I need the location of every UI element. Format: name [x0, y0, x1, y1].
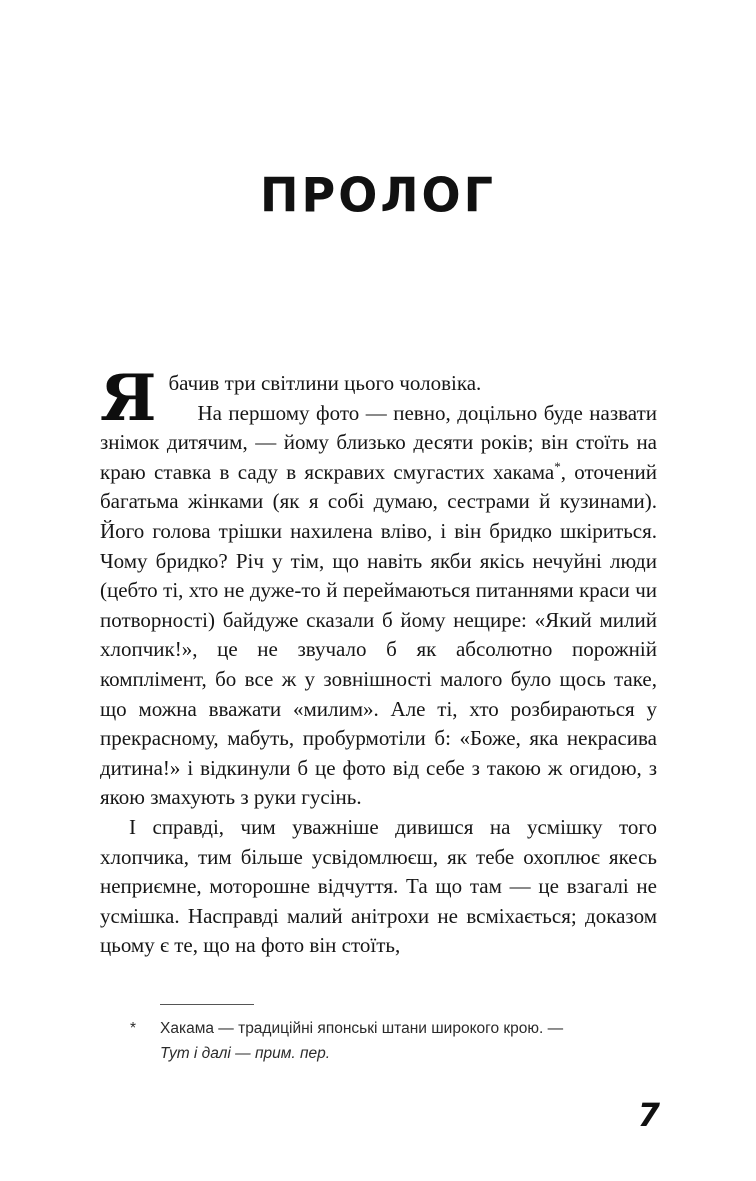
footnote-translator-note: Тут і далі — прим. пер. — [160, 1045, 331, 1062]
body-text — [100, 361, 657, 961]
footnote-text — [160, 1016, 660, 1066]
dropcap-letter: Я — [100, 361, 157, 436]
paragraph-photo-text-after: , оточений багатьма жінками (як я собі думаю, сестрами й кузинами). Його голова трішки нахилена вліво, і він бридко шкіриться. Чому бридко? Річ у тім, що навіть якби якісь нечуйні люди (цебто ті, хто не дуже-то й переймаються питаннями краси чи потворності) байдуже сказали б йому нещире: «Який милий хлопчик!», це не звучало б як абсолютно порожній комплімент, бо все ж у зовнішності малого було щось таке, що можна вважати «милим». Але ті, хто розбираються у прекрасному, мабуть, пробурмотіли б: «Боже, яка некрасива дитина!» і відкинули б це фото від себе з такою ж огидою, з якою змахують з руки гусінь. — [100, 459, 657, 810]
footnote-separator-rule — [160, 1004, 254, 1005]
footnote-reference-asterisk: * — [554, 458, 561, 474]
footnote-marker: * — [130, 1020, 137, 1037]
paragraph-opening: бачив три світлини цього чоловіка. — [168, 371, 482, 395]
page-number: 7 — [637, 1096, 660, 1134]
chapter-title: ПРОЛОГ — [260, 167, 496, 223]
footnote — [130, 1004, 660, 1066]
footnote-definition: Хакама — традиційні японські штани широкого крою. — — [160, 1020, 564, 1037]
paragraph-smile: І справді, чим уважніше дивишся на усмішку того хлопчика, тим більше усвідомлюєш, як тебе охоплює якесь неприємне, моторошне відчуття. Та що там — це взагалі не усмішка. Насправді малий анітрохи не всміхається; доказом цьому є те, що на фото він стоїть, — [100, 814, 657, 958]
paragraph-photo — [100, 399, 657, 813]
paragraph-photo-text-before: На першому фото — певно, доцільно буде назвати знімок дитячим, — йому близько десяти років; він стоїть на краю ставка в саду в яскравих смугастих хакама — [100, 400, 657, 484]
footnote-body — [130, 1016, 660, 1066]
